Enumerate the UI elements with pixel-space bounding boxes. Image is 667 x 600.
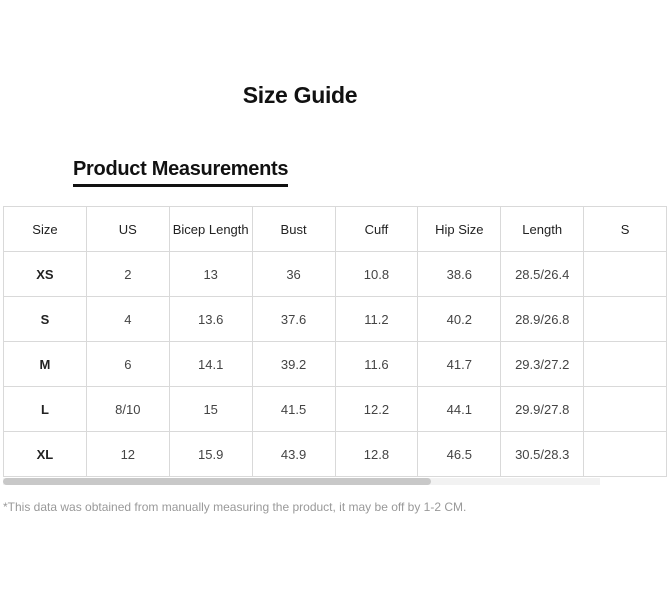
cell-size: L [4, 387, 87, 432]
header-bust: Bust [252, 207, 335, 252]
header-hip-size: Hip Size [418, 207, 501, 252]
cell-bicep-length: 15 [169, 387, 252, 432]
cell-bicep-length: 14.1 [169, 342, 252, 387]
header-cuff: Cuff [335, 207, 418, 252]
header-length: Length [501, 207, 584, 252]
table-row [4, 252, 667, 297]
header-truncated: S [584, 207, 667, 252]
cell-size: S [4, 297, 87, 342]
table-row [4, 297, 667, 342]
cell-size: XS [4, 252, 87, 297]
cell-length: 28.5/26.4 [501, 252, 584, 297]
cell-length: 30.5/28.3 [501, 432, 584, 477]
cell-bust: 39.2 [252, 342, 335, 387]
horizontal-scrollbar[interactable] [3, 478, 600, 485]
cell-hip-size: 40.2 [418, 297, 501, 342]
cell-us: 4 [86, 297, 169, 342]
cell-truncated [584, 387, 667, 432]
cell-length: 28.9/26.8 [501, 297, 584, 342]
cell-cuff: 12.8 [335, 432, 418, 477]
cell-hip-size: 38.6 [418, 252, 501, 297]
cell-size: XL [4, 432, 87, 477]
cell-hip-size: 44.1 [418, 387, 501, 432]
cell-length: 29.3/27.2 [501, 342, 584, 387]
cell-cuff: 11.2 [335, 297, 418, 342]
size-table-container[interactable] [0, 206, 630, 476]
cell-us: 12 [86, 432, 169, 477]
table-row [4, 387, 667, 432]
cell-cuff: 10.8 [335, 252, 418, 297]
cell-us: 2 [86, 252, 169, 297]
page-title: Size Guide [242, 82, 358, 108]
section-title: Product Measurements [73, 158, 288, 187]
cell-bicep-length: 13.6 [169, 297, 252, 342]
cell-truncated [584, 432, 667, 477]
cell-truncated [584, 297, 667, 342]
table-row [4, 342, 667, 387]
cell-bicep-length: 15.9 [169, 432, 252, 477]
cell-bust: 41.5 [252, 387, 335, 432]
table-row [4, 432, 667, 477]
cell-size: M [4, 342, 87, 387]
cell-us: 8/10 [86, 387, 169, 432]
cell-cuff: 12.2 [335, 387, 418, 432]
cell-hip-size: 46.5 [418, 432, 501, 477]
cell-bust: 37.6 [252, 297, 335, 342]
cell-bicep-length: 13 [169, 252, 252, 297]
cell-hip-size: 41.7 [418, 342, 501, 387]
size-table [3, 206, 667, 477]
cell-bust: 36 [252, 252, 335, 297]
header-bicep-length: Bicep Length [169, 207, 252, 252]
header-size: Size [4, 207, 87, 252]
cell-cuff: 11.6 [335, 342, 418, 387]
cell-us: 6 [86, 342, 169, 387]
cell-truncated [584, 252, 667, 297]
cell-bust: 43.9 [252, 432, 335, 477]
cell-length: 29.9/27.8 [501, 387, 584, 432]
cell-truncated [584, 342, 667, 387]
measurement-note: *This data was obtained from manually measuring the product, it may be off by 1-2 CM. [3, 500, 467, 514]
scrollbar-thumb[interactable] [3, 478, 431, 485]
header-us: US [86, 207, 169, 252]
table-header-row [4, 207, 667, 252]
